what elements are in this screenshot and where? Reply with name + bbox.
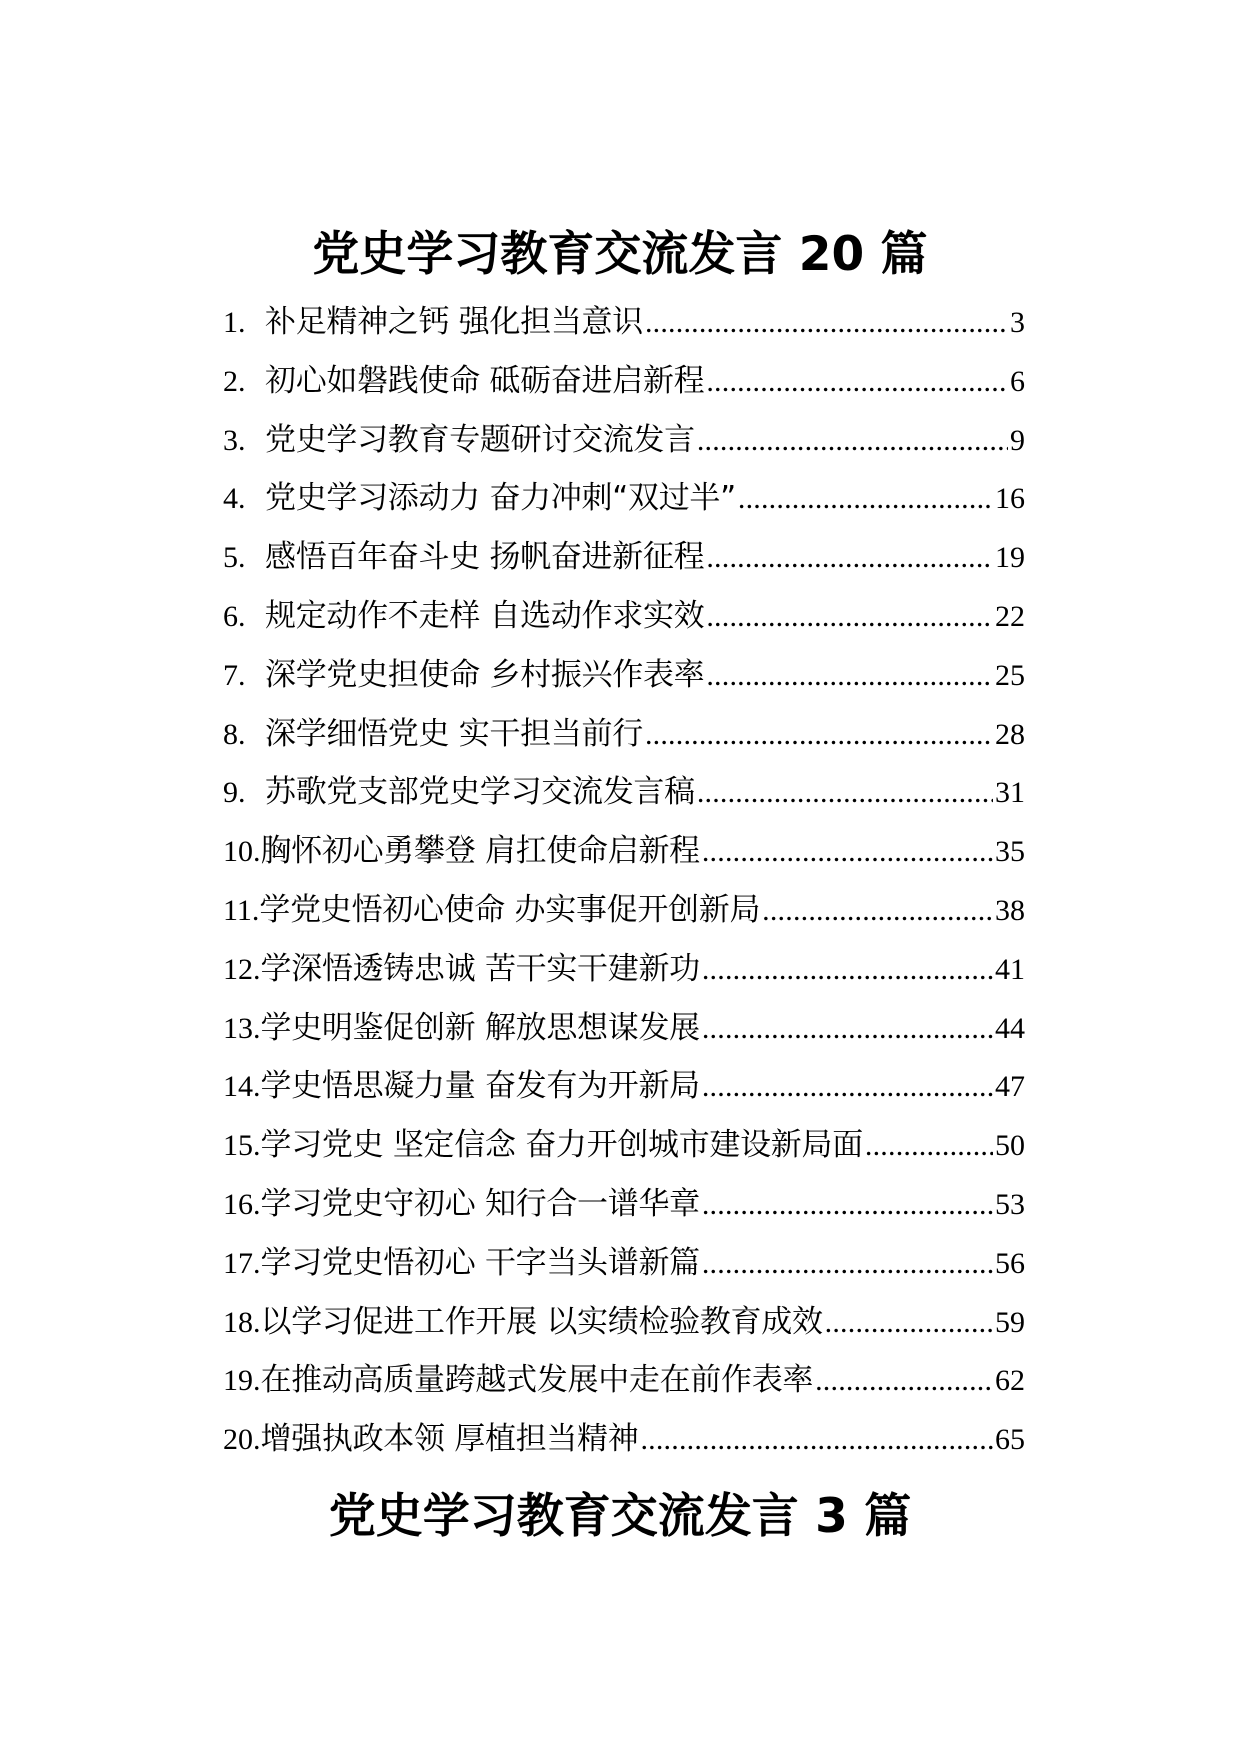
toc-entry-number: 4. (223, 482, 246, 516)
toc-entry[interactable] (223, 881, 1025, 940)
toc-entry[interactable] (223, 1351, 1025, 1410)
toc-entry-number: 20. (223, 1423, 261, 1457)
toc-entry-page-number: 35 (995, 835, 1025, 869)
toc-entry-number: 12. (223, 952, 261, 986)
toc-entry-title: 苏歌党支部党史学习交流发言稿 (265, 774, 695, 811)
toc-entry-number: 15. (223, 1129, 261, 1163)
toc-dot-leader (702, 941, 993, 999)
toc-dot-leader (702, 1176, 993, 1234)
toc-entry-page-number: 16 (995, 482, 1025, 516)
toc-entry[interactable] (223, 763, 1025, 822)
toc-entry-number: 11. (223, 893, 260, 927)
toc-entry[interactable] (223, 646, 1025, 705)
toc-entry-page-number: 22 (995, 599, 1025, 633)
toc-entry-number: 14. (223, 1070, 261, 1104)
toc-entry-title: 初心如磐践使命 砥砺奋进启新程 (265, 362, 705, 399)
toc-dot-leader (825, 1294, 993, 1352)
toc-dot-leader (706, 529, 993, 587)
toc-entry-number: 2. (223, 364, 246, 398)
toc-entry-number: 3. (223, 423, 246, 457)
toc-entry[interactable] (223, 1410, 1025, 1469)
toc-dot-leader (706, 588, 993, 646)
toc-entry-title: 增强执政本领 厚植担当精神 (260, 1421, 639, 1458)
toc-entry-page-number: 41 (995, 952, 1025, 986)
toc-entry[interactable] (223, 293, 1025, 352)
toc-entry-number: 8. (223, 717, 246, 751)
toc-entry-title: 胸怀初心勇攀登 肩扛使命启新程 (260, 833, 700, 870)
toc-entry[interactable] (223, 411, 1025, 470)
toc-entry-page-number: 50 (995, 1129, 1025, 1163)
toc-entry[interactable] (223, 1234, 1025, 1293)
toc-entry-page-number: 3 (1010, 306, 1025, 339)
toc-entry-title: 学党史悟初心使命 办实事促开创新局 (259, 891, 761, 928)
toc-dot-leader (645, 294, 1008, 352)
toc-entry-page-number: 53 (995, 1187, 1025, 1221)
toc-dot-leader (815, 1352, 993, 1410)
toc-entry-title: 学习党史 坚定信念 奋力开创城市建设新局面 (260, 1127, 863, 1164)
toc-dot-leader (697, 764, 993, 822)
toc-entry-number: 6. (223, 599, 246, 633)
toc-entry-number: 5. (223, 541, 246, 575)
toc-entry-title: 学史明鉴促创新 解放思想谋发展 (260, 1009, 700, 1046)
table-of-contents (223, 293, 1025, 1469)
toc-entry[interactable] (223, 469, 1025, 528)
document-title: 党史学习教育交流发言 20 篇 (312, 227, 928, 282)
toc-dot-leader (640, 1411, 993, 1469)
toc-entry-title: 补足精神之钙 强化担当意识 (265, 304, 643, 340)
toc-entry-number: 17. (223, 1246, 261, 1280)
toc-entry[interactable] (223, 705, 1025, 764)
toc-entry-page-number: 38 (995, 893, 1025, 927)
toc-entry[interactable] (223, 999, 1025, 1058)
toc-entry-number: 19. (223, 1364, 261, 1398)
toc-entry-page-number: 19 (995, 541, 1025, 575)
toc-dot-leader (738, 470, 993, 528)
toc-entry-page-number: 28 (995, 717, 1025, 751)
toc-entry-number: 7. (223, 658, 246, 692)
toc-entry-title: 党史学习添动力 奋力冲刺“双过半” (265, 480, 736, 517)
toc-entry[interactable] (223, 1116, 1025, 1175)
toc-entry[interactable] (223, 1175, 1025, 1234)
toc-entry[interactable] (223, 940, 1025, 999)
toc-entry-page-number: 62 (995, 1364, 1025, 1398)
toc-entry-title: 以学习促进工作开展 以实绩检验教育成效 (260, 1303, 823, 1340)
toc-entry-page-number: 9 (1010, 423, 1025, 457)
toc-dot-leader (645, 706, 993, 764)
toc-entry-page-number: 44 (995, 1011, 1025, 1045)
toc-entry[interactable] (223, 587, 1025, 646)
toc-entry-page-number: 56 (995, 1246, 1025, 1280)
toc-entry-number: 10. (223, 835, 261, 869)
toc-entry-page-number: 6 (1010, 364, 1025, 398)
toc-entry-page-number: 47 (995, 1070, 1025, 1104)
toc-dot-leader (762, 882, 993, 940)
toc-entry-number: 1. (223, 306, 246, 339)
toc-dot-leader (702, 823, 993, 881)
toc-dot-leader (702, 1000, 993, 1058)
toc-entry-title: 在推动高质量跨越式发展中走在前作表率 (260, 1362, 814, 1399)
toc-entry-number: 9. (223, 776, 246, 810)
toc-entry-page-number: 31 (995, 776, 1025, 810)
toc-entry-number: 18. (223, 1305, 261, 1339)
toc-dot-leader (706, 647, 993, 705)
toc-entry-page-number: 25 (995, 658, 1025, 692)
toc-entry-title: 学习党史悟初心 干字当头谱新篇 (260, 1244, 700, 1281)
toc-entry-title: 深学细悟党史 实干担当前行 (265, 715, 643, 752)
toc-entry-title: 党史学习教育专题研讨交流发言 (265, 421, 695, 458)
toc-entry-page-number: 59 (995, 1305, 1025, 1339)
toc-entry[interactable] (223, 528, 1025, 587)
toc-entry[interactable] (223, 822, 1025, 881)
toc-dot-leader (697, 412, 1008, 470)
toc-entry[interactable] (223, 352, 1025, 411)
toc-dot-leader (865, 1117, 993, 1175)
toc-entry[interactable] (223, 1293, 1025, 1352)
toc-entry-title: 规定动作不走样 自选动作求实效 (265, 597, 705, 634)
toc-entry-title: 学习党史守初心 知行合一谱华章 (260, 1185, 700, 1222)
toc-dot-leader (702, 1058, 993, 1116)
toc-entry-title: 感悟百年奋斗史 扬帆奋进新征程 (265, 539, 705, 576)
section-title: 党史学习教育交流发言 3 篇 (328, 1489, 912, 1544)
toc-entry[interactable] (223, 1057, 1025, 1116)
toc-dot-leader (706, 353, 1008, 411)
toc-entry-number: 16. (223, 1187, 261, 1221)
toc-entry-title: 学深悟透铸忠诚 苦干实干建新功 (260, 950, 700, 987)
toc-entry-number: 13. (223, 1011, 261, 1045)
toc-entry-page-number: 65 (995, 1423, 1025, 1457)
toc-entry-title: 深学党史担使命 乡村振兴作表率 (265, 656, 705, 693)
toc-dot-leader (702, 1235, 993, 1293)
toc-entry-title: 学史悟思凝力量 奋发有为开新局 (260, 1068, 700, 1105)
